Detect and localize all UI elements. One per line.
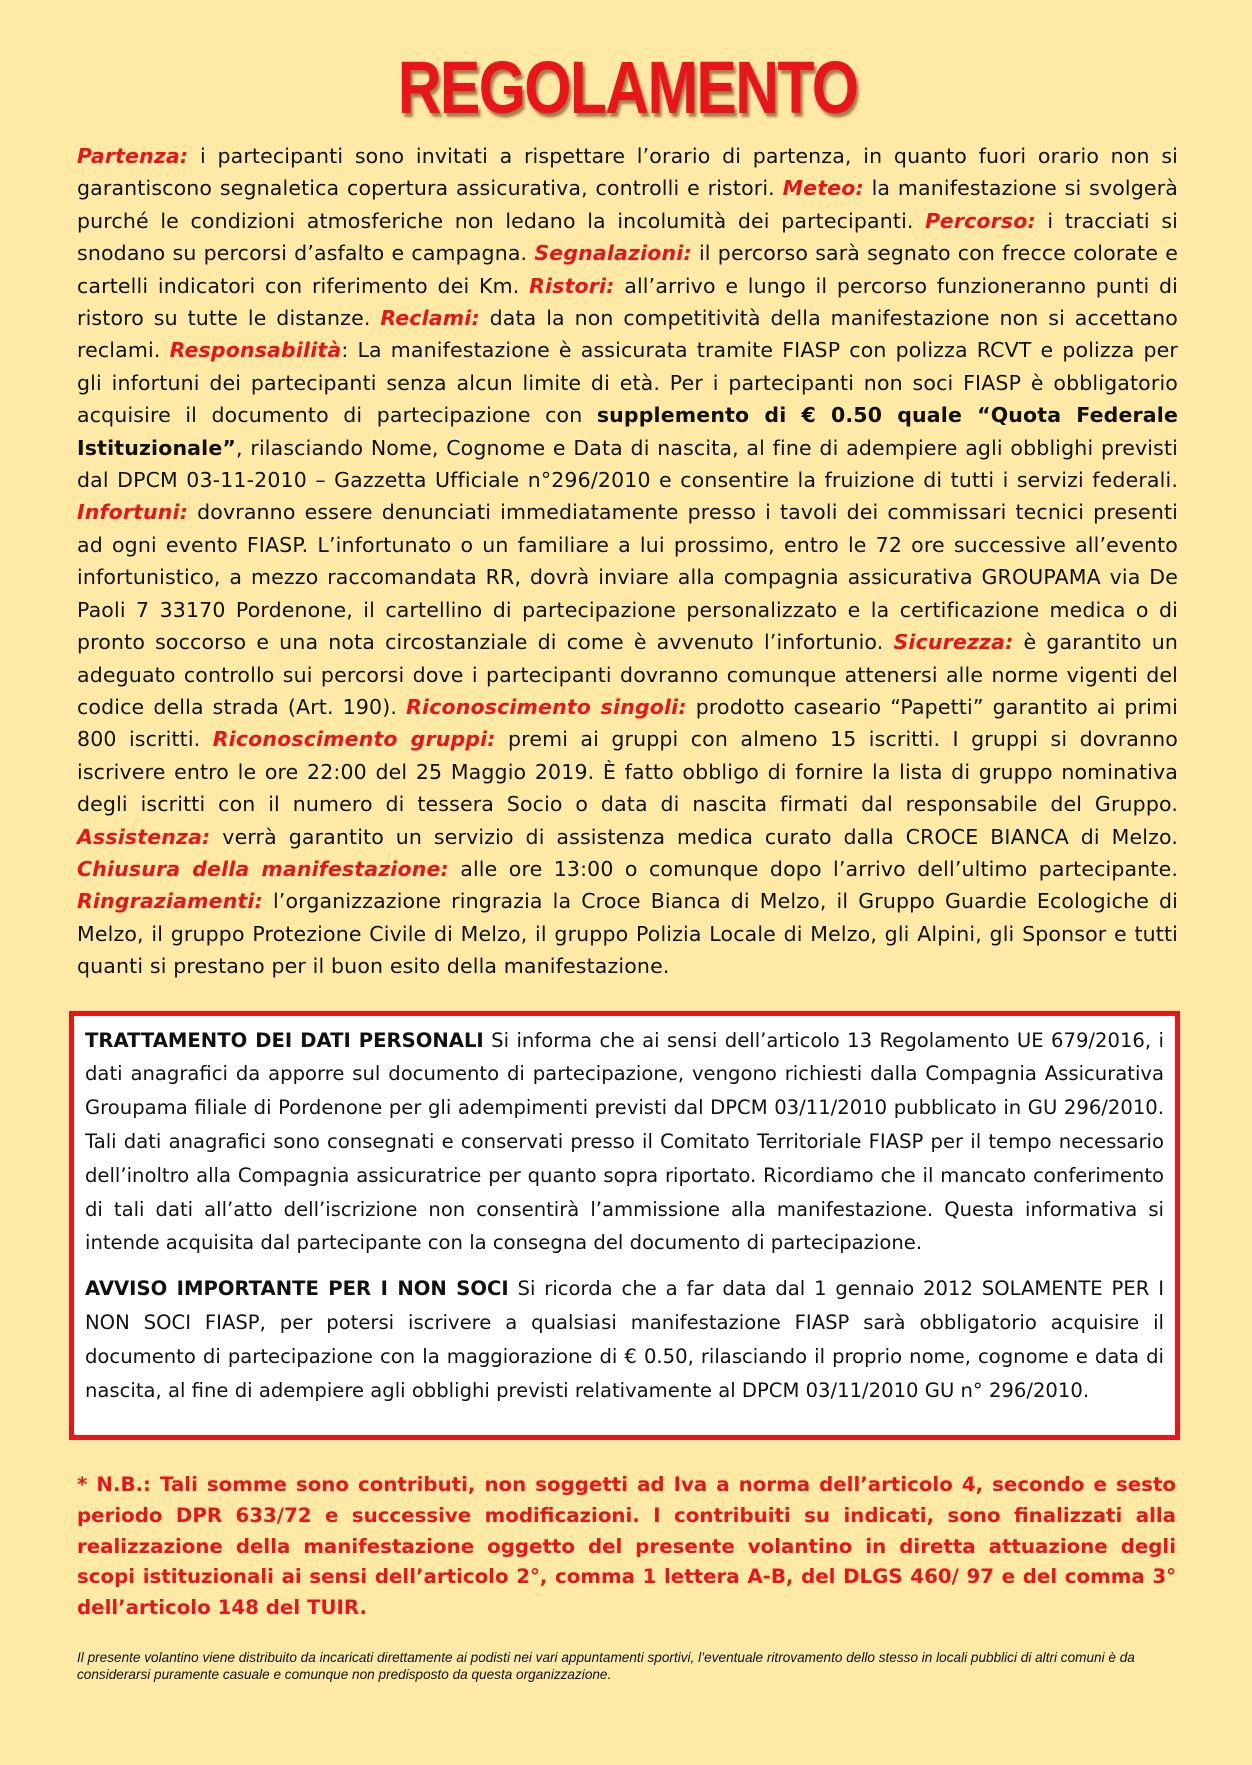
privacy-heading: TRATTAMENTO DEI DATI PERSONALI [85, 1028, 484, 1052]
rules-paragraph [77, 140, 1178, 983]
rule-label-meteo: Meteo: [782, 176, 864, 201]
nb-note: * N.B.: Tali somme sono contributi, non soggetti ad Iva a norma dell’articolo 4, secondo e sesto periodo DPR 633/72 e successive modificazioni. I contribuiti su indicati, sono finalizzati alla realizzazione della manifestazione oggetto del presente volantino in diretta attuazione degli scopi istituzionali ai sensi dell’articolo 2°, comma 1 lettera A-B, del DLGS 460/ 97 e del comma 3° dell’articolo 148 del TUIR. [77, 1473, 1176, 1619]
rule-text-riconoscimento-singoli: prodotto caseario “Papetti” garantito ai primi 800 iscritti. [77, 694, 1178, 752]
privacy-notice-box [69, 1011, 1180, 1441]
privacy-text: Si informa che ai sensi dell’articolo 13 Regolamento UE 679/2016, i dati anagrafici da apporre sul documento di partecipazione, vengono richiesti dalla Compagnia Assicurativa Groupama filiale di Pordenone per gli adempimenti previsti dal DPCM 03/11/2010 pubblicato in GU 296/2010. Tali dati anagrafici sono consegnati e conservati presso il Comitato Territoriale FIASP per il tempo necessario dell’inoltro alla Compagnia assicuratrice per quanto sopra riportato. Ricordiamo che il mancato conferimento di tali dati all’atto dell’iscrizione non consentirà l’ammissione alla manifestazione. Questa informativa si intende acquisita dal partecipante con la consegna del documento di partecipazione. [85, 1028, 1164, 1255]
rule-text-assistenza: verrà garantito un servizio di assistenza medica curato dalla CROCE BIANCA di Melzo. [210, 824, 1178, 849]
rule-text-meteo: la manifestazione si svolgerà purché le condizioni atmosferiche non ledano la incolumità dei partecipanti. [77, 176, 1178, 233]
rule-text-ristori: all’arrivo e lungo il percorso funzioneranno punti di ristoro su tutte le distanze. [77, 273, 1178, 331]
rule-text-chiusura: alle ore 13:00 o comunque dopo l’arrivo dell’ultimo partecipante. [448, 856, 1178, 881]
rule-label-riconoscimento-gruppi: Riconoscimento gruppi: [212, 727, 496, 752]
rule-text-partenza: i partecipanti sono invitati a rispettare l’orario di partenza, in quanto fuori orario non si garantiscono segnaletica copertura assicurativa, controlli e ristori. [77, 144, 1178, 201]
rule-text-reclami: data la non competitività della manifestazione non si accettano reclami. [77, 306, 1178, 363]
rule-label-assistenza: Assistenza: [77, 824, 211, 849]
rule-label-riconoscimento-singoli: Riconoscimento singoli: [406, 694, 687, 719]
rule-text-responsabilita-a: : La manifestazione è assicurata tramite FIASP con polizza RCVT e polizza per gli infortuni dei partecipanti senza alcun limite di età. Per i partecipanti non soci FIASP è obbligatorio acquisire il documento di partecipazione con [77, 338, 1178, 428]
non-members-text: Si ricorda che a far data dal 1 gennaio 2012 SOLAMENTE PER I NON SOCI FIASP, per potersi iscrivere a qualsiasi manifestazione FIASP sarà obbligatorio acquisire il documento di partecipazione con la maggiorazione di € 0.50, rilasciando il proprio nome, cognome e data di nascita, al fine di adempiere agli obblighi previsti relativamente al DPCM 03/11/2010 GU n° 296/2010. [85, 1277, 1164, 1402]
page-title: REGOLAMENTO [397, 46, 858, 129]
rule-text-ringraziamenti: l’organizzazione ringrazia la Croce Bianca di Melzo, il Gruppo Guardie Ecologiche di Melzo, il gruppo Protezione Civile di Melzo, il gruppo Polizia Locale di Melzo, gli Alpini, gli Sponsor e tutti quanti si prestano per il buon esito della manifestazione. [77, 889, 1178, 979]
rule-text-infortuni: dovranno essere denunciati immediatamente presso i tavoli dei commissari tecnici presenti ad ogni evento FIASP. L’infortunato o un familiare a lui prossimo, entro le 72 ore successive all’evento infortunistico, a mezzo raccomandata RR, dovrà inviare alla compagnia assicurativa GROUPAMA via De Paoli 7 33170 Pordenone, il cartellino di partecipazione personalizzato e la certificazione medica o di pronto soccorso e una nota circostanziale di come è avvenuto l’infortunio. [77, 500, 1178, 655]
rule-text-responsabilita-bold: supplemento di € 0.50 quale “Quota Federale Istituzionale” [77, 403, 1178, 460]
rule-text-percorso: i tracciati si snodano su percorsi d’asfalto e campagna. [77, 208, 1178, 266]
rule-label-ristori: Ristori: [529, 273, 615, 298]
rule-text-sicurezza: è garantito un adeguato controllo sui percorsi dove i partecipanti dovranno comunque attenersi alle norme vigenti del codice della strada (Art. 190). [77, 630, 1178, 719]
rule-label-segnalazioni: Segnalazioni: [534, 241, 692, 266]
privacy-paragraph [85, 1024, 1164, 1261]
rule-label-percorso: Percorso: [925, 208, 1036, 233]
rule-label-chiusura: Chiusura della manifestazione: [77, 856, 449, 881]
rule-label-reclami: Reclami: [380, 306, 480, 331]
non-members-paragraph [85, 1272, 1164, 1407]
rule-label-infortuni: Infortuni: [77, 500, 189, 525]
rule-label-partenza: Partenza: [77, 144, 189, 168]
footer-disclaimer: Il presente volantino viene distribuito da incaricati direttamente ai podisti nei vari appuntamenti sportivi, l’eventuale ritrovamento dello stesso in locali pubblici di altri comuni è da considerarsi puramente casuale e comunque non predisposto da questa organizzazione. [77, 1650, 1135, 1683]
rule-text-responsabilita-b: , rilasciando Nome, Cognome e Data di nascita, al fine di adempiere agli obblighi previsti dal DPCM 03-11-2010 – Gazzetta Ufficiale n°296/2010 e consentire la fruizione di tutti i servizi federali. [77, 435, 1178, 493]
non-members-heading: AVVISO IMPORTANTE PER I NON SOCI [85, 1277, 509, 1301]
rule-label-sicurezza: Sicurezza: [893, 630, 1014, 655]
rule-label-responsabilita: Responsabilità [169, 338, 342, 363]
rule-text-riconoscimento-gruppi: premi ai gruppi con almeno 15 iscritti. I gruppi si dovranno iscrivere entro le ore 22:00 del 25 Maggio 2019. È fatto obbligo di fornire la lista di gruppo nominativa degli iscritti con il numero di tessera Socio o data di nascita firmati dal responsabile del Gruppo. [77, 727, 1178, 817]
rule-label-ringraziamenti: Ringraziamenti: [77, 889, 263, 914]
rule-text-segnalazioni: il percorso sarà segnato con frecce colorate e cartelli indicatori con riferimento dei Km. [77, 241, 1178, 298]
